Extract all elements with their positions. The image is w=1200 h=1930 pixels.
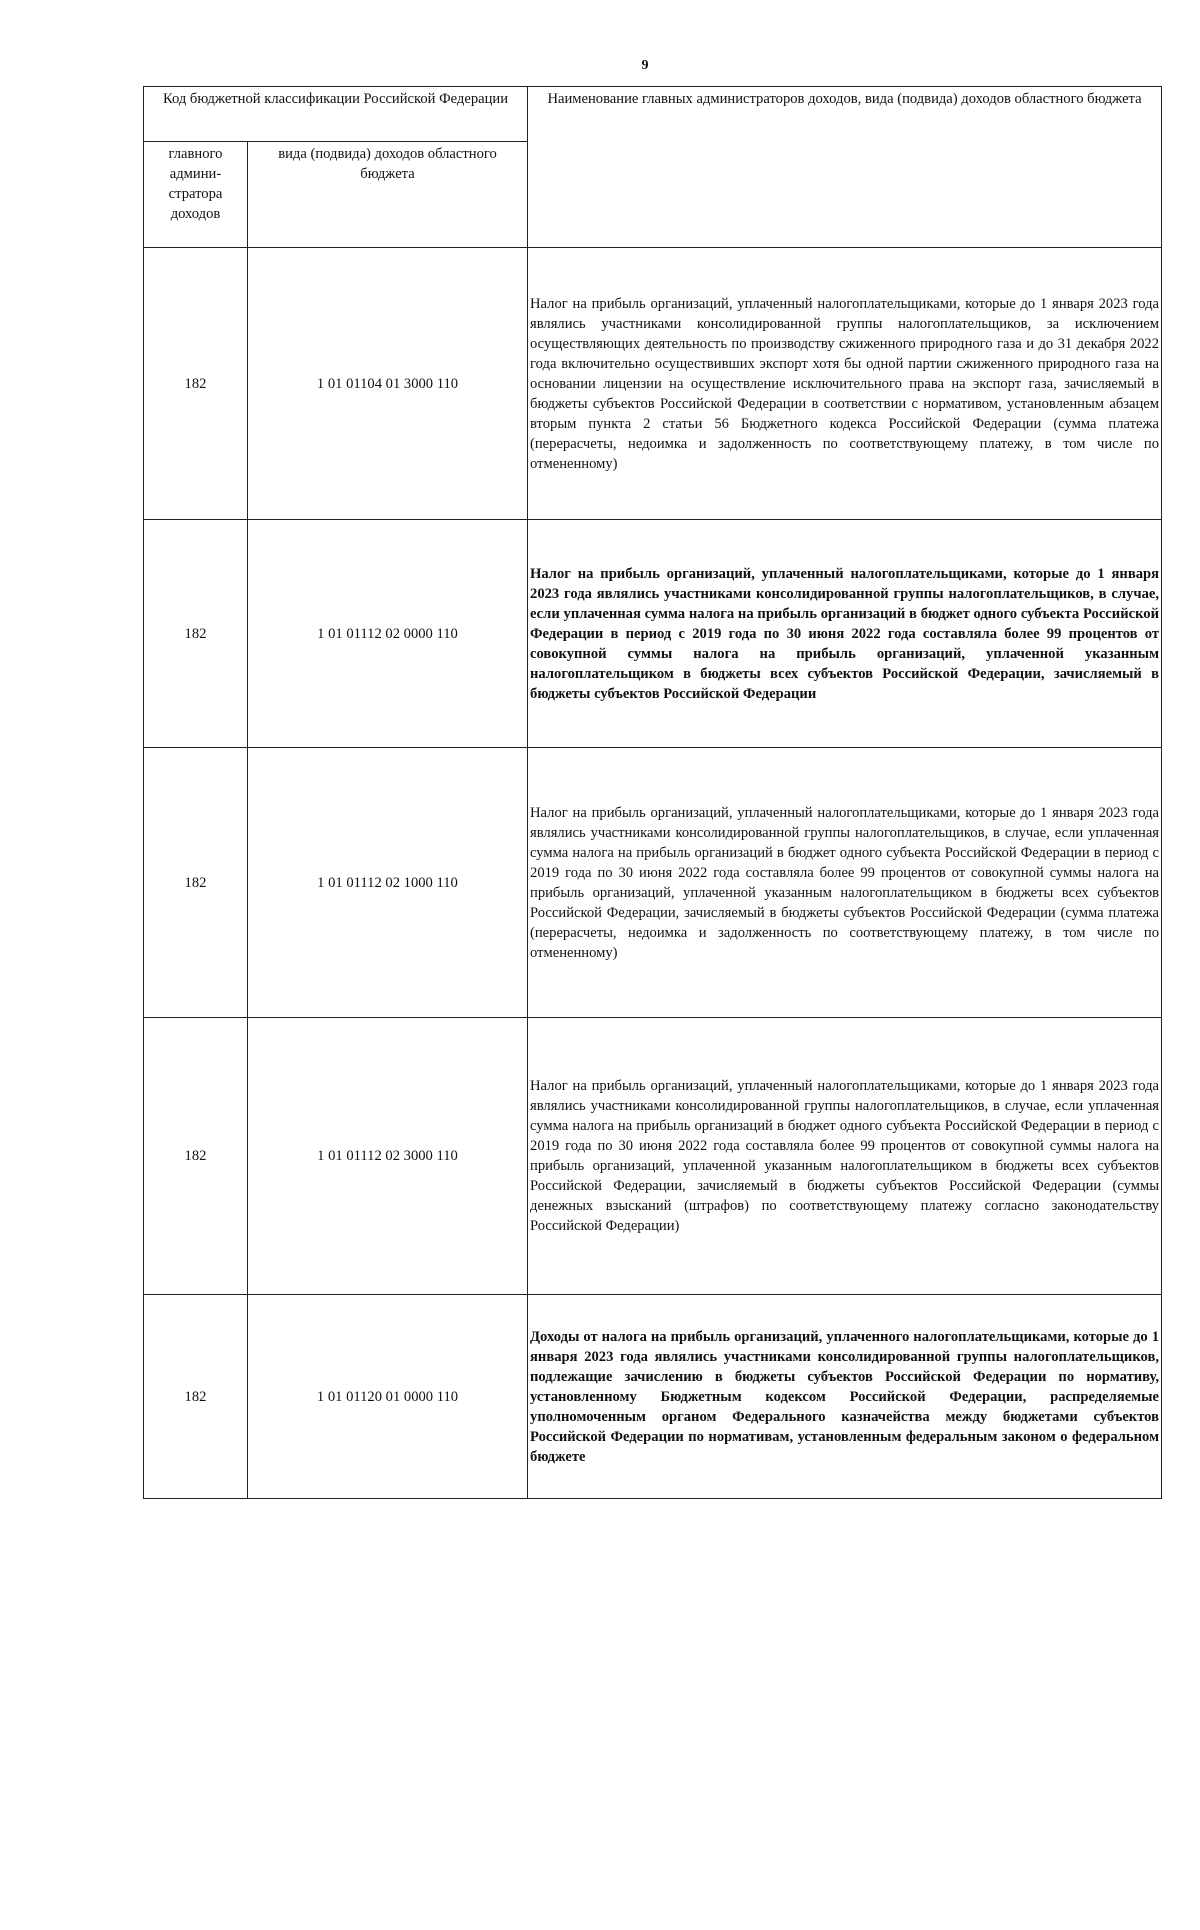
table-row (144, 748, 1162, 1018)
table-header-row (144, 87, 1162, 142)
income-code-cell: 1 01 01104 01 3000 110 (248, 248, 528, 520)
income-code-cell: 1 01 01120 01 0000 110 (248, 1295, 528, 1499)
income-code-cell: 1 01 01112 02 1000 110 (248, 748, 528, 1018)
admin-code-cell: 182 (144, 520, 248, 748)
income-name-cell: Налог на прибыль организаций, уплаченный налогоплательщиками, которые до 1 января 2023 года являлись участниками консолидированной группы налогоплательщиков, в случае, если уплаченная сумма налога на прибыль организаций в бюджет одного субъекта Российской Федерации в период с 2019 года по 30 июня 2022 года составляла более 99 процентов от совокупной суммы налога на прибыль организаций, уплаченной указанным налогоплательщиком в бюджеты всех субъектов Российской Федерации, зачисляемый в бюджеты субъектов Российской Федерации (528, 520, 1162, 748)
income-code-cell: 1 01 01112 02 3000 110 (248, 1018, 528, 1295)
admin-code-cell: 182 (144, 248, 248, 520)
table-row (144, 1295, 1162, 1499)
income-name-cell: Налог на прибыль организаций, уплаченный налогоплательщиками, которые до 1 января 2023 года являлись участниками консолидированной группы налогоплательщиков, в случае, если уплаченная сумма налога на прибыль организаций в бюджет одного субъекта Российской Федерации в период с 2019 года по 30 июня 2022 года составляла более 99 процентов от совокупной суммы налога на прибыль организаций, уплаченной указанным налогоплательщиком в бюджеты всех субъектов Российской Федерации, зачисляемый в бюджеты субъектов Российской Федерации (сумма платежа (перерасчеты, недоимка и задолженность по соответствующему платежу, в том числе по отмененному) (528, 748, 1162, 1018)
name-column-header: Наименование главных администраторов доходов, вида (подвида) доходов областного бюджета (528, 87, 1162, 248)
code-group-header: Код бюджетной классификации Российской Федерации (144, 87, 528, 142)
income-code-cell: 1 01 01112 02 0000 110 (248, 520, 528, 748)
income-name-cell: Налог на прибыль организаций, уплаченный налогоплательщиками, которые до 1 января 2023 года являлись участниками консолидированной группы налогоплательщиков, в случае, если уплаченная сумма налога на прибыль организаций в бюджет одного субъекта Российской Федерации в период с 2019 года по 30 июня 2022 года составляла более 99 процентов от совокупной суммы налога на прибыль организаций, уплаченной указанным налогоплательщиком в бюджеты всех субъектов Российской Федерации, зачисляемый в бюджеты субъектов Российской Федерации (суммы денежных взысканий (штрафов) по соответствующему платежу согласно законодательству Российской Федерации) (528, 1018, 1162, 1295)
income-name-cell: Доходы от налога на прибыль организаций, уплаченного налогоплательщиками, которые до 1 января 2023 года являлись участниками консолидированной группы налогоплательщиков, подлежащие зачислению в бюджеты субъектов Российской Федерации по нормативу, установленному Бюджетным кодексом Российской Федерации, распределяемые уполномоченным органом Федерального казначейства между бюджетами субъектов Российской Федерации по нормативам, установленным федеральным законом о федеральном бюджете (528, 1295, 1162, 1499)
income-name-cell: Налог на прибыль организаций, уплаченный налогоплательщиками, которые до 1 января 2023 года являлись участниками консолидированной группы налогоплательщиков, за исключением осуществляющих деятельность по производству сжиженного природного газа и до 31 декабря 2022 года включительно осуществивших экспорт хотя бы одной партии сжиженного природного газа на основании лицензии на осуществление исключительного права на экспорт газа, зачисляемый в бюджеты субъектов Российской Федерации в соответствии с нормативом, установленным абзацем вторым пункта 2 статьи 56 Бюджетного кодекса Российской Федерации (сумма платежа (перерасчеты, недоимка и задолженность по соответствующему платежу, в том числе по отмененному) (528, 248, 1162, 520)
table-row (144, 1018, 1162, 1295)
admin-code-cell: 182 (144, 1295, 248, 1499)
page-number: 9 (641, 58, 649, 73)
admin-column-header: главного админи-стратора доходов (144, 142, 248, 248)
income-column-header: вида (подвида) доходов областного бюджета (248, 142, 528, 248)
budget-classification-table (143, 86, 1162, 1499)
table-row (144, 248, 1162, 520)
table-row (144, 520, 1162, 748)
admin-code-cell: 182 (144, 1018, 248, 1295)
admin-code-cell: 182 (144, 748, 248, 1018)
